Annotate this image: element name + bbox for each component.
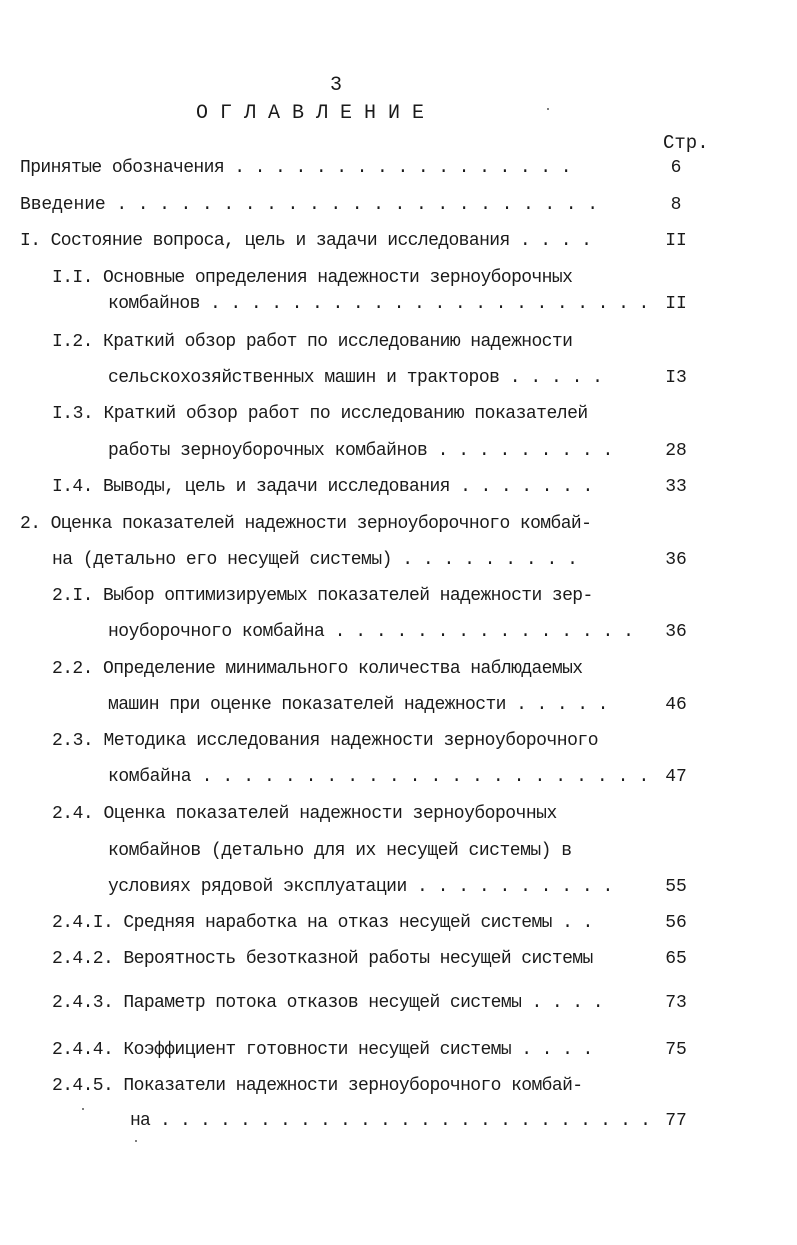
page-number: 3: [329, 74, 342, 97]
toc-entry-2-3-line1: 2.3. Методика исследования надежности зерноуборочного: [52, 731, 598, 751]
toc-entry-chapter-2-line1: 2. Оценка показателей надежности зерноуборочного комбай-: [20, 514, 592, 534]
toc-entry-1-4: I.4. Выводы, цель и задачи исследования . . . . . . .: [52, 477, 593, 497]
toc-page-2-4-3: 73: [665, 993, 687, 1013]
pages-column-label: Стр.: [663, 132, 709, 154]
toc-page-chapter-2: 36: [665, 550, 687, 570]
toc-page-2-3: 47: [665, 767, 687, 787]
toc-entry-2-4-3: 2.4.3. Параметр потока отказов несущей системы . . . .: [52, 993, 603, 1013]
toc-page-2-2: 46: [665, 695, 687, 715]
toc-entry-2-4-5-line2: на . . . . . . . . . . . . . . . . . . . . . . . . .: [130, 1111, 651, 1131]
toc-entry-2-2-line1: 2.2. Определение минимального количества наблюдаемых: [52, 659, 583, 679]
toc-page-2-4: 55: [665, 877, 687, 897]
toc-entry-chapter-1: I. Состояние вопроса, цель и задачи исследования . . . .: [20, 231, 592, 251]
toc-entry-2-2-line2: машин при оценке показателей надежности . . . . .: [108, 695, 608, 715]
toc-entry-2-4-4: 2.4.4. Коэффициент готовности несущей системы . . . .: [52, 1040, 593, 1060]
toc-page-2-4-5: 77: [665, 1111, 687, 1131]
toc-page-2-4-1: 56: [665, 913, 687, 933]
toc-entry-notation: Принятые обозначения . . . . . . . . . . . . . . . . .: [20, 158, 571, 178]
toc-entry-1-3-line2: работы зерноуборочных комбайнов . . . . . . . . .: [108, 441, 613, 461]
toc-title: ОГЛАВЛЕНИЕ: [195, 102, 437, 125]
toc-entry-introduction: Введение . . . . . . . . . . . . . . . . . . . . . . .: [20, 195, 598, 215]
toc-entry-2-4-line1: 2.4. Оценка показателей надежности зерноуборочных: [52, 804, 557, 824]
toc-entry-2-4-5-line1: 2.4.5. Показатели надежности зерноуборочного комбай-: [52, 1076, 583, 1096]
toc-entry-1-1-line2: комбайнов . . . . . . . . . . . . . . . . . . . . . .: [108, 294, 649, 314]
toc-entry-2-4-line2: комбайнов (детально для их несущей системы) в: [108, 841, 572, 861]
toc-page-2-1: 36: [665, 622, 687, 642]
toc-page-1-4: 33: [665, 477, 687, 497]
toc-page-1-3: 28: [665, 441, 687, 461]
toc-entry-1-2-line1: I.2. Краткий обзор работ по исследованию надежности: [52, 332, 573, 352]
toc-entry-2-1-line2: ноуборочного комбайна . . . . . . . . . . . . . . .: [108, 622, 634, 642]
toc-entry-2-4-line3: условиях рядовой эксплуатации . . . . . . . . . .: [108, 877, 613, 897]
toc-entry-1-2-line2: сельскохозяйственных машин и тракторов . . . . .: [108, 368, 603, 388]
scan-speck: [547, 108, 549, 110]
toc-page-chapter-1: II: [665, 231, 687, 251]
toc-page-2-4-2: 65: [665, 949, 687, 969]
toc-entry-2-4-1: 2.4.I. Средняя наработка на отказ несущей системы . .: [52, 913, 593, 933]
toc-entry-chapter-2-line2: на (детально его несущей системы) . . . . . . . . .: [52, 550, 578, 570]
scan-speck: [82, 1108, 84, 1110]
toc-page-1-1: II: [665, 294, 687, 314]
toc-entry-1-1-line1: I.I. Основные определения надежности зерноуборочных: [52, 268, 573, 288]
toc-entry-2-1-line1: 2.I. Выбор оптимизируемых показателей надежности зер-: [52, 586, 593, 606]
toc-entry-2-3-line2: комбайна . . . . . . . . . . . . . . . . . . . . . .: [108, 767, 649, 787]
toc-entry-2-4-2: 2.4.2. Вероятность безотказной работы несущей системы: [52, 949, 593, 969]
toc-page-introduction: 8: [670, 195, 682, 215]
toc-page-1-2: I3: [665, 368, 687, 388]
scan-speck: [135, 1140, 137, 1142]
toc-page-notation: 6: [670, 158, 682, 178]
toc-entry-1-3-line1: I.3. Краткий обзор работ по исследованию показателей: [52, 404, 588, 424]
toc-page-2-4-4: 75: [665, 1040, 687, 1060]
